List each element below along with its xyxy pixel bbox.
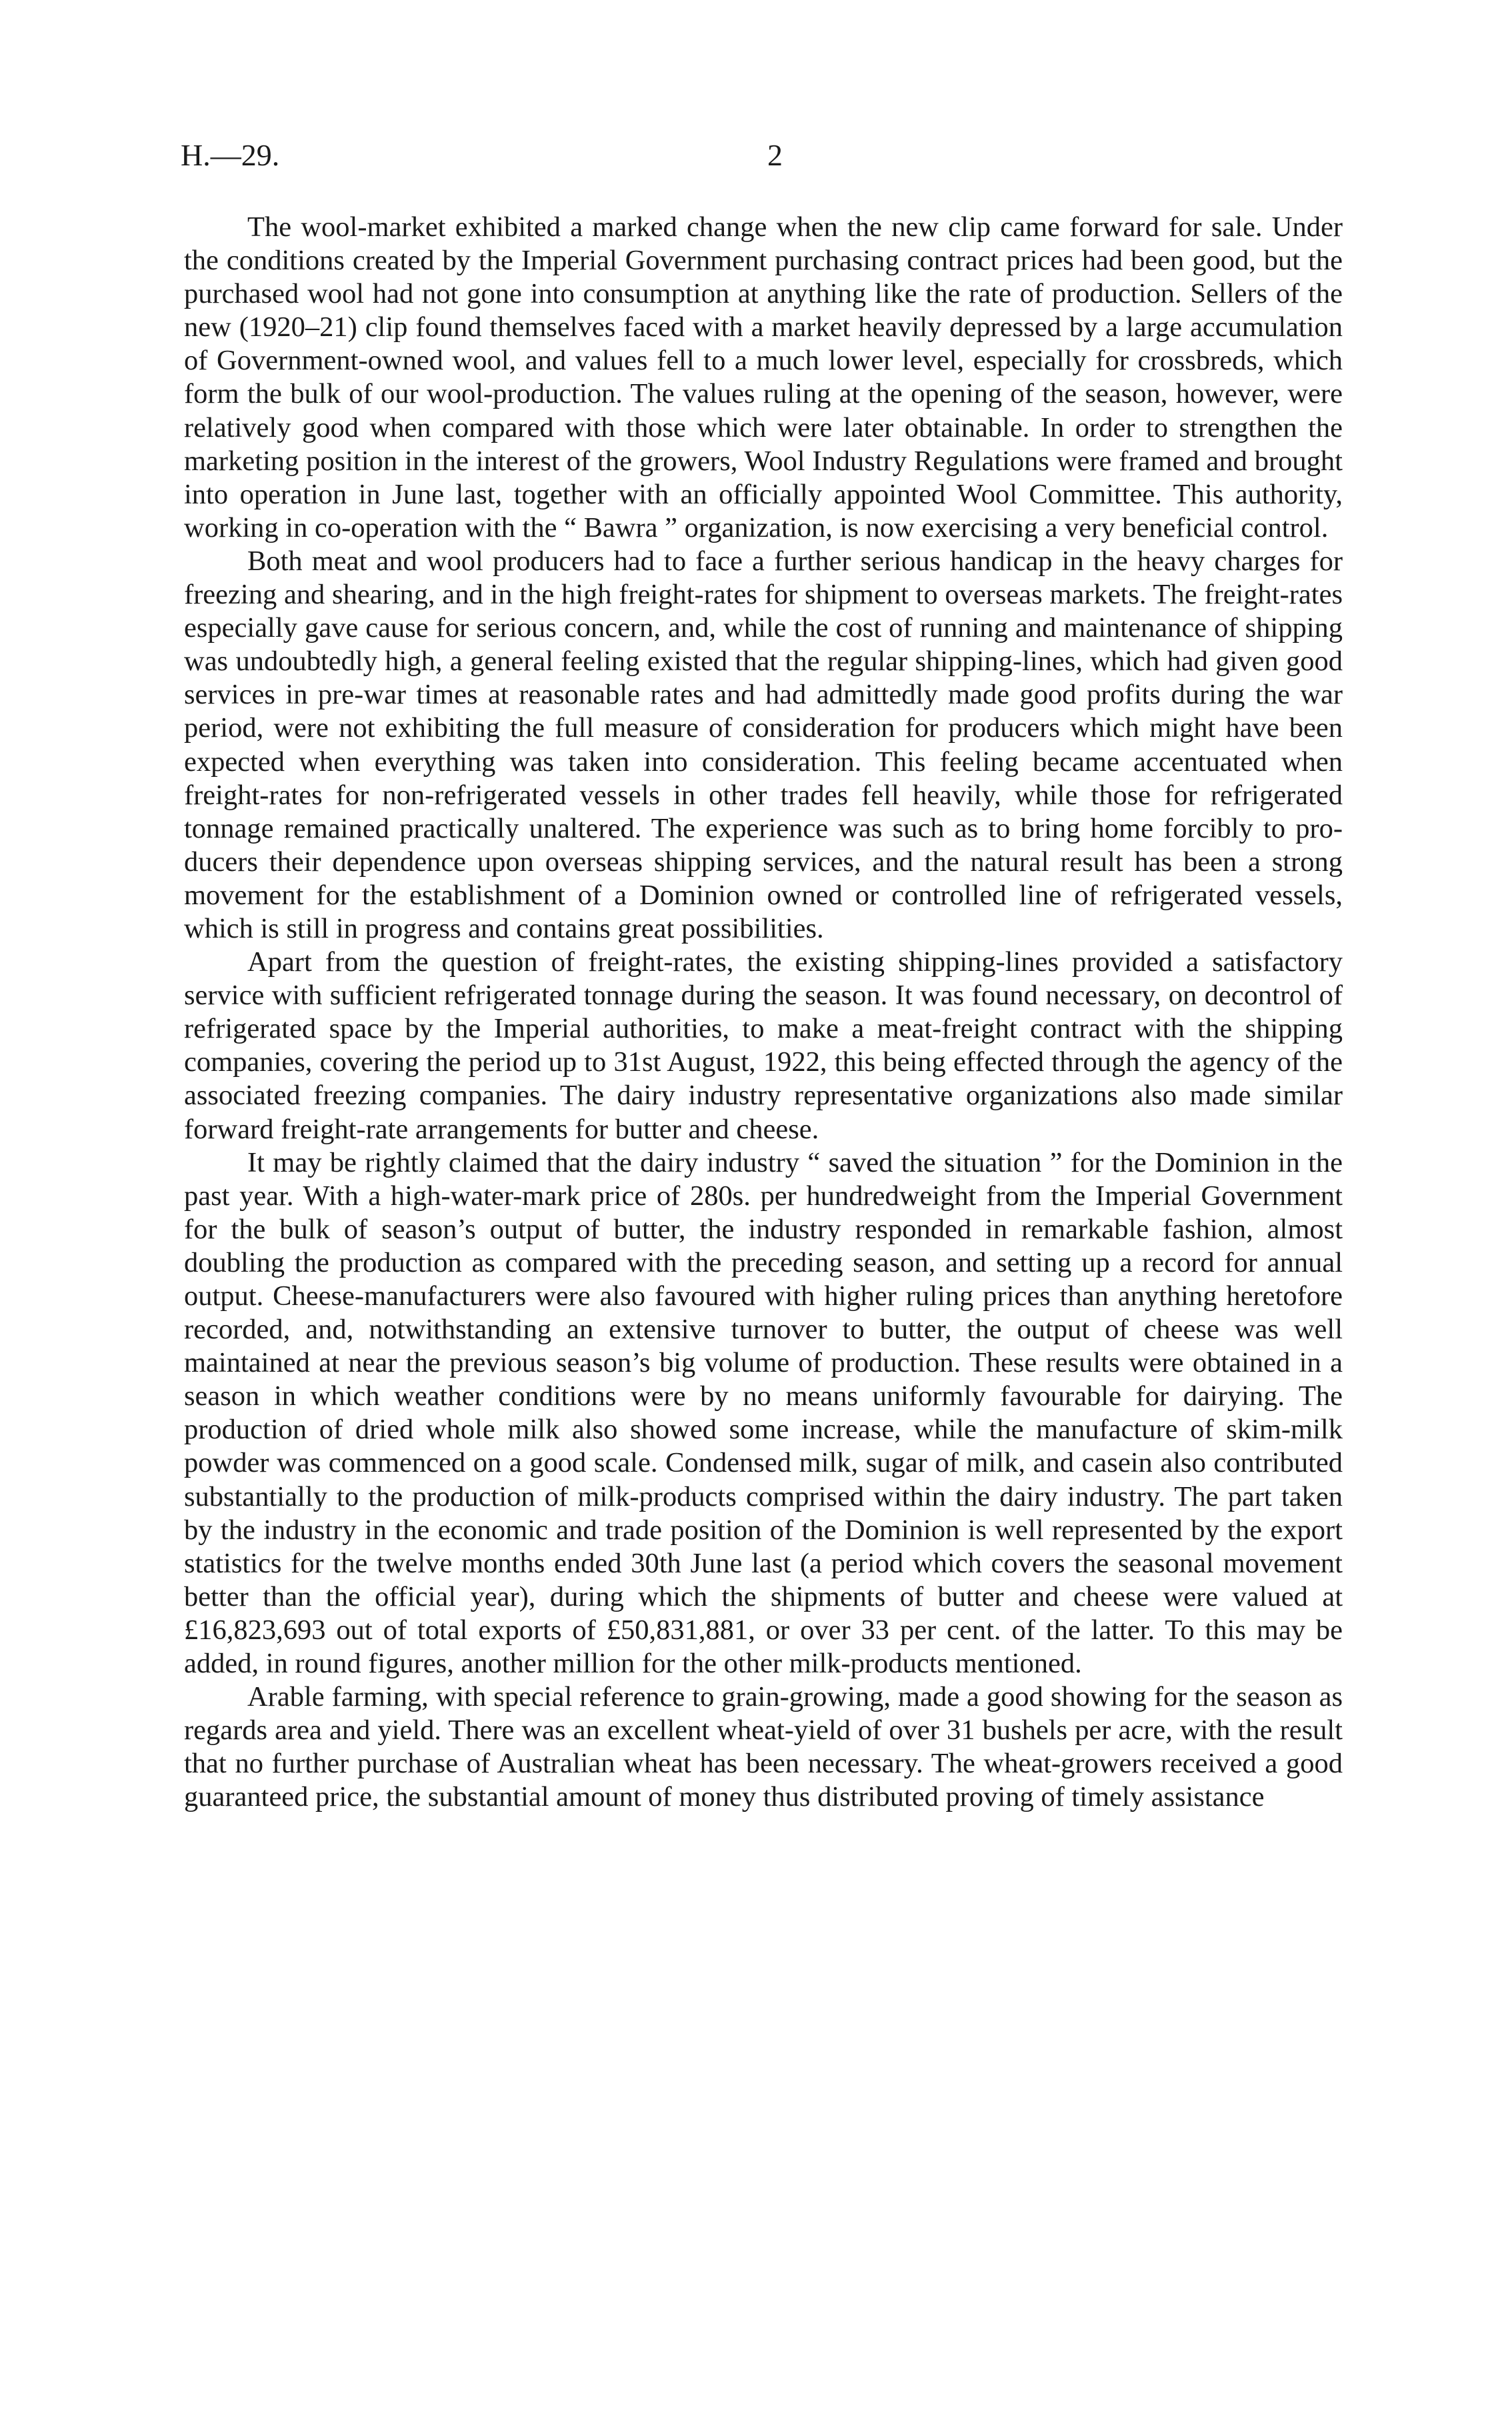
body-text	[184, 211, 1343, 1814]
paragraph-freight-rates: Both meat and wool producers had to face a further serious handicap in the heavy charges for freezing and shearing, and in the high freight-rates for shipment to overseas markets. The freight-rates especially gave cause for serious concern, and, while the cost of running and maintenance of shipping was undoubtedly high, a general feeling existed that the regular shipping-lines, which had given good services in pre-war times at reasonable rates and had admittedly made good profits during the war period, were not exhibiting the full measure of consideration for producers which might have been expected when everything was taken into consideration. This feeling became accentuated when freight-rates for non-refrigerated vessels in other trades fell heavily, while those for refrigerated tonnage remained practically unaltered. The experience was such as to bring home forcibly to producers their dependence upon overseas shipping services, and the natural result has been a strong movement for the establishment of a Dominion owned or controlled line of refrigerated vessels, which is still in progress and contains great possibilities.	[184, 545, 1343, 944]
paragraph-wool-market: The wool-market exhibited a marked change when the new clip came forward for sale. Under the conditions created by the Imperial Government purchasing contract prices had been good, but the purchased wool had not gone into consumption at anything like the rate of production. Sellers of the new (1920–21) clip found themselves faced with a market heavily depressed by a large accumulation of Government-owned wool, and values fell to a much lower level, especially for crossbreds, which form the bulk of our wool-production. The values ruling at the opening of the season, however, were relatively good when compared with those which were later obtainable. In order to strengthen the marketing position in the interest of the growers, Wool Industry Regulations were framed and brought into operation in June last, together with an officially appointed Wool Committee. This authority, working in co-operation with the “ Bawra ” organization, is now exercising a very beneficial control.	[184, 211, 1343, 543]
paragraph-dairy-industry: It may be rightly claimed that the dairy industry “ saved the situation ” for the Dominion in the past year. With a high-water-mark price of 280s. per hundredweight from the Imperial Government for the bulk of season’s output of butter, the industry responded in remarkable fashion, almost doubling the production as compared with the preceding season, and setting up a record for annual output. Cheese-manufacturers were also favoured with higher ruling prices than anything heretofore recorded, and, notwithstanding an extensive turnover to butter, the output of cheese was well maintained at near the previous season’s big volume of production. These results were obtained in a season in which weather conditions were by no means uniformly favourable for dairying. The production of dried whole milk also showed some increase, while the manufacture of skim-milk powder was commenced on a good scale. Condensed milk, sugar of milk, and casein also contributed substantially to the production of milk-products comprised within the dairy industry. The part taken by the industry in the economic and trade position of the Dominion is well represented by the export statistics for the twelve months ended 30th June last (a period which covers the seasonal movement better than the official year), during which the shipments of butter and cheese were valued at £16,823,693 out of total exports of £50,831,881, or over 33 per cent. of the latter. To this may be added, in round figures, another million for the other milk-products mentioned.	[184, 1146, 1343, 1680]
document-reference: H.—29.	[181, 138, 280, 172]
paragraph-arable-farming: Arable farming, with special reference to grain-growing, made a good showing for the season as regards area and yield. There was an excellent wheat-yield of over 31 bushels per acre, with the result that no further purchase of Australian wheat has been necessary. The wheat-growers received a good guaranteed price, the substantial amount of money thus distributed proving of timely assistance	[184, 1681, 1343, 1813]
paragraph-shipping-lines: Apart from the question of freight-rates, the existing shipping-lines provided a satisfactory service with sufficient refrigerated tonnage during the season. It was found necessary, on decontrol of refrigerated space by the Imperial authorities, to make a meat-freight contract with the shipping companies, covering the period up to 31st August, 1922, this being effected through the agency of the associated freezing companies. The dairy industry representative organizations also made similar forward freight-rate arrangements for butter and cheese.	[184, 946, 1343, 1145]
page-header	[181, 137, 1347, 184]
page-number: 2	[767, 138, 783, 172]
